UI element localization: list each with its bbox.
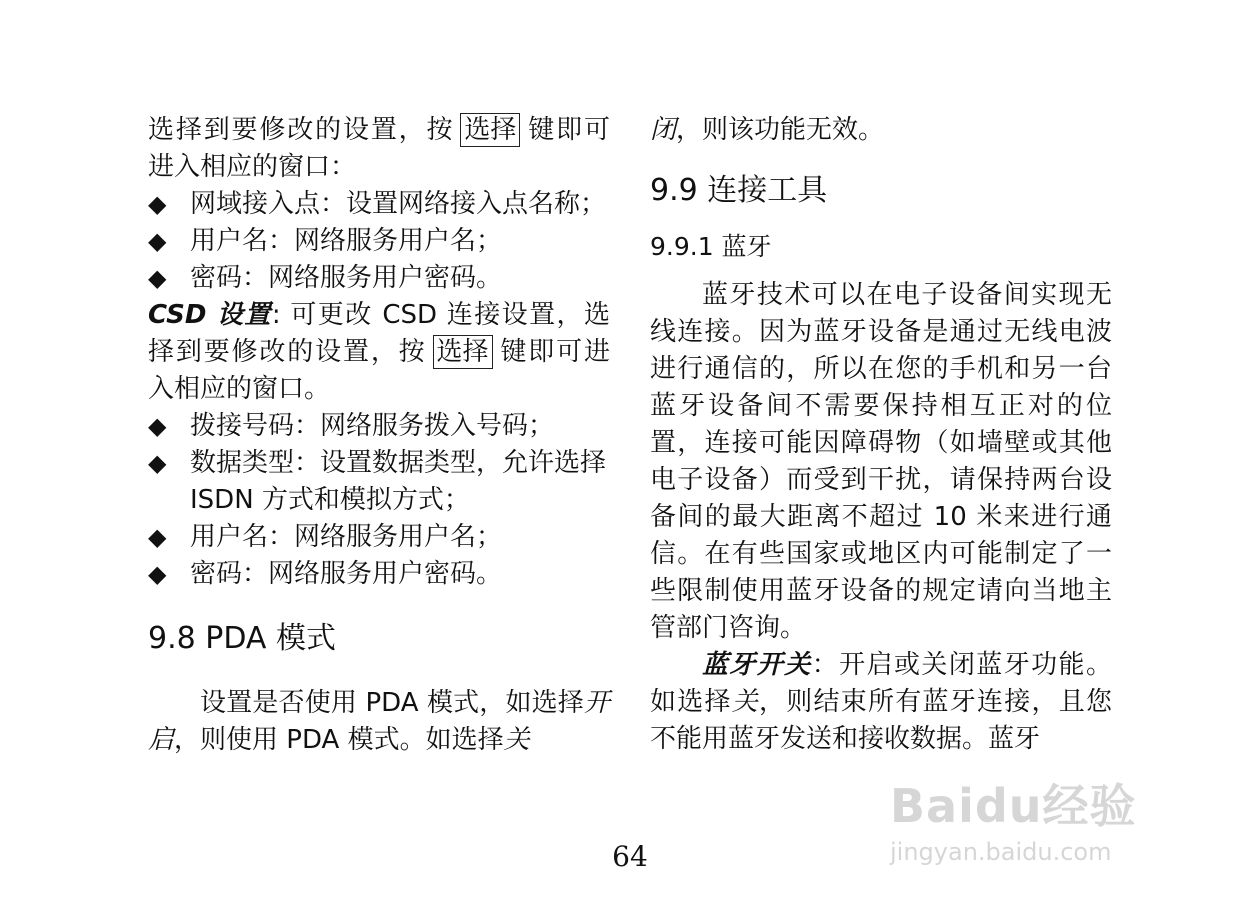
diamond-bullet-icon: ◆ [148,264,167,292]
bullet-item [148,519,610,556]
section-heading-9-9: 9.9 连接工具 [650,173,828,208]
pda-text-b: ，则使用 PDA 模式。如选择 [174,725,504,755]
section-heading-9-9-1: 9.9.1 蓝牙 [650,232,772,261]
intro-text-b: 键即可进入相应的窗口： [148,115,610,182]
bullet-text: 密码：网络服务用户密码。 [190,559,503,589]
bluetooth-off-term: 关 [731,687,759,717]
right-column [650,112,1112,758]
bluetooth-switch-text-b: ，则结束所有蓝牙连接，且您不能用蓝牙发送和接收数据。蓝牙 [650,687,1112,754]
bullet-item [148,223,610,260]
bullet-item [148,408,610,445]
bluetooth-switch-term: 蓝牙开关 [702,650,812,680]
bluetooth-paragraph: 蓝牙技术可以在电子设备间实现无线连接。因为蓝牙设备是通过无线电波进行通信的，所以在您的手机和另一台蓝牙设备间不需要保持相互正对的位置，连接可能因障碍物（如墙壁或其他电子设备）而受到干扰，请保持两台设备间的最大距离不超过 10 米来进行通信。在有些国家或地区内可能制定了一些限制使用蓝牙设备的规定请向当地主管部门咨询。 [650,280,1112,643]
bullet-text: 密码：网络服务用户密码。 [190,263,503,293]
bullet-text: 用户名：网络服务用户名； [190,226,503,256]
bullet-text: 数据类型：设置数据类型，允许选择 ISDN 方式和模拟方式； [190,448,607,515]
diamond-bullet-icon: ◆ [148,227,167,255]
diamond-bullet-icon: ◆ [148,449,167,477]
bullet-item [148,445,610,519]
left-column [148,112,610,759]
pda-text-a: 设置是否使用 PDA 模式，如选择 [200,688,584,718]
pda-text-c: ，则该功能无效。 [676,115,885,145]
diamond-bullet-icon: ◆ [148,523,167,551]
intro-paragraph [148,112,610,186]
pda-continued-paragraph [650,112,1112,149]
intro-text-a: 选择到要修改的设置，按 [148,115,455,145]
bluetooth-switch-text-a: ：开启或关闭蓝牙功能。如选择 [650,650,1112,717]
csd-text-b: 键即可进入相应的窗口。 [148,337,610,404]
diamond-bullet-icon: ◆ [148,412,167,440]
section-heading-9-8: 9.8 PDA 模式 [148,621,336,656]
bullet-text: 用户名：网络服务用户名； [190,522,503,552]
diamond-bullet-icon: ◆ [148,190,167,218]
csd-term: CSD 设置 [148,300,272,330]
pda-close-term-part: 关 [503,725,530,755]
pda-open-term: 开启 [148,688,610,755]
select-key-label: 选择 [460,113,520,147]
bullet-item [148,186,610,223]
bullet-item [148,556,610,593]
page-number: 64 [612,840,648,873]
bullet-item [148,260,610,297]
csd-text-a: : 可更改 CSD 连接设置，选择到要修改的设置，按 [148,300,611,367]
bluetooth-switch-paragraph [650,647,1112,758]
baidu-watermark [890,770,1190,880]
bullet-text: 拨接号码：网络服务拨入号码； [190,411,555,441]
select-key-label: 选择 [433,335,493,369]
csd-paragraph [148,297,610,408]
bullet-text: 网域接入点：设置网络接入点名称； [190,189,607,219]
pda-paragraph [148,685,610,759]
bullet-list-2 [148,408,610,593]
watermark-logo: Baidu经验 [890,779,1137,833]
bullet-list-1 [148,186,610,297]
watermark-url: jingyan.baidu.com [890,838,1112,866]
pda-close-term-part: 闭 [650,115,677,145]
diamond-bullet-icon: ◆ [148,560,167,588]
